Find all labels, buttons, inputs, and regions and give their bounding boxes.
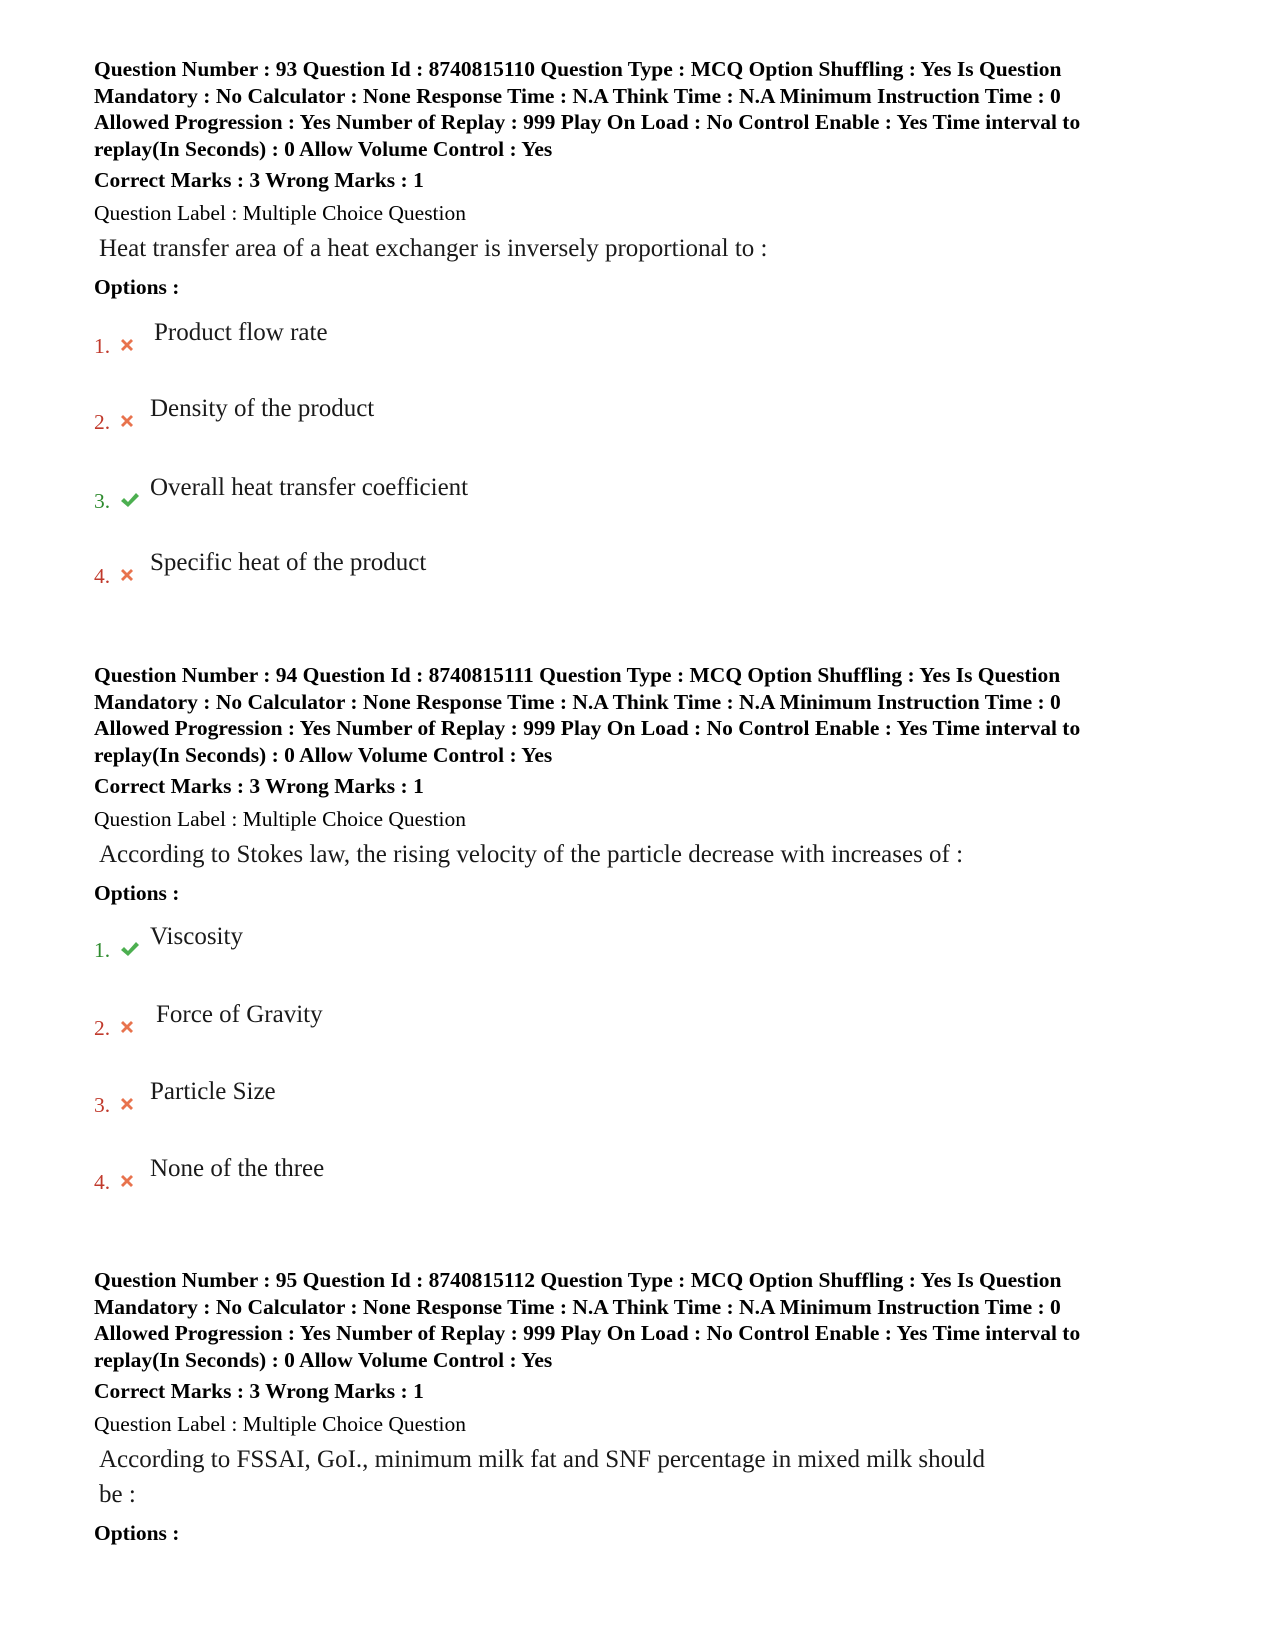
question-metadata: Question Number : 93 Question Id : 8740815110 Question Type : MCQ Option Shuffling : Yes Is Question Mandatory : No Calculator : None Response Time : N.A Think Time : N.A Minimum Instruction Time : 0 Allowed Progression : Yes Number of Replay : 999 Play On Load : No Control Enable : Yes Time interval to replay(In Seconds) : 0 Allow Volume Control : Yes xyxy=(94,57,1081,161)
option-item xyxy=(94,1154,994,1194)
option-item xyxy=(94,473,994,513)
marks-line: Correct Marks : 3 Wrong Marks : 1 xyxy=(94,774,424,798)
cross-icon xyxy=(118,412,136,430)
option-item xyxy=(94,1000,994,1040)
cross-icon xyxy=(118,1095,136,1113)
options-list xyxy=(94,318,1194,598)
question-label: Question Label : Multiple Choice Question xyxy=(94,1412,467,1436)
option-text: Specific heat of the product xyxy=(150,549,427,576)
option-number: 2. xyxy=(94,410,111,434)
question-95 xyxy=(94,1267,1194,1546)
option-number: 3. xyxy=(94,489,111,513)
option-item xyxy=(94,318,994,358)
marks-line: Correct Marks : 3 Wrong Marks : 1 xyxy=(94,1379,424,1403)
option-text: Overall heat transfer coefficient xyxy=(150,474,469,501)
check-icon xyxy=(118,940,140,958)
question-label: Question Label : Multiple Choice Question xyxy=(94,807,467,831)
option-text: Viscosity xyxy=(150,923,243,950)
cross-icon xyxy=(118,1172,136,1190)
option-item xyxy=(94,1077,994,1117)
marks-line: Correct Marks : 3 Wrong Marks : 1 xyxy=(94,168,424,192)
options-heading: Options : xyxy=(94,881,180,905)
option-number: 1. xyxy=(94,938,111,962)
question-text: Heat transfer area of a heat exchanger is inversely proportional to : xyxy=(99,235,768,262)
option-text: Product flow rate xyxy=(154,319,328,346)
option-number: 1. xyxy=(94,334,111,358)
check-icon xyxy=(118,491,140,509)
cross-icon xyxy=(118,1018,136,1036)
question-metadata: Question Number : 94 Question Id : 8740815111 Question Type : MCQ Option Shuffling : Yes Is Question Mandatory : No Calculator : None Response Time : N.A Think Time : N.A Minimum Instruction Time : 0 Allowed Progression : Yes Number of Replay : 999 Play On Load : No Control Enable : Yes Time interval to replay(In Seconds) : 0 Allow Volume Control : Yes xyxy=(94,663,1081,767)
question-text-line: According to FSSAI, GoI., minimum milk fat and SNF percentage in mixed milk should xyxy=(99,1446,986,1473)
option-text: Particle Size xyxy=(150,1078,276,1105)
option-number: 4. xyxy=(94,1170,111,1194)
option-text: Force of Gravity xyxy=(156,1001,323,1028)
option-number: 4. xyxy=(94,564,111,588)
options-heading: Options : xyxy=(94,1521,180,1545)
option-number: 3. xyxy=(94,1093,111,1117)
options-heading: Options : xyxy=(94,275,180,299)
question-metadata: Question Number : 95 Question Id : 8740815112 Question Type : MCQ Option Shuffling : Yes Is Question Mandatory : No Calculator : None Response Time : N.A Think Time : N.A Minimum Instruction Time : 0 Allowed Progression : Yes Number of Replay : 999 Play On Load : No Control Enable : Yes Time interval to replay(In Seconds) : 0 Allow Volume Control : Yes xyxy=(94,1268,1081,1372)
question-text: According to Stokes law, the rising velocity of the particle decrease with increases of : xyxy=(99,841,964,868)
cross-icon xyxy=(118,566,136,584)
option-text: Density of the product xyxy=(150,395,375,422)
question-label: Question Label : Multiple Choice Question xyxy=(94,201,467,225)
option-number: 2. xyxy=(94,1016,111,1040)
option-item xyxy=(94,394,994,434)
question-text-line: be : xyxy=(99,1481,136,1508)
option-text: None of the three xyxy=(150,1155,325,1182)
options-list xyxy=(94,922,1194,1202)
option-item xyxy=(94,922,994,962)
question-text xyxy=(94,1442,1194,1512)
cross-icon xyxy=(118,336,136,354)
option-item xyxy=(94,548,994,588)
question-93 xyxy=(94,56,1194,300)
question-94 xyxy=(94,662,1194,906)
